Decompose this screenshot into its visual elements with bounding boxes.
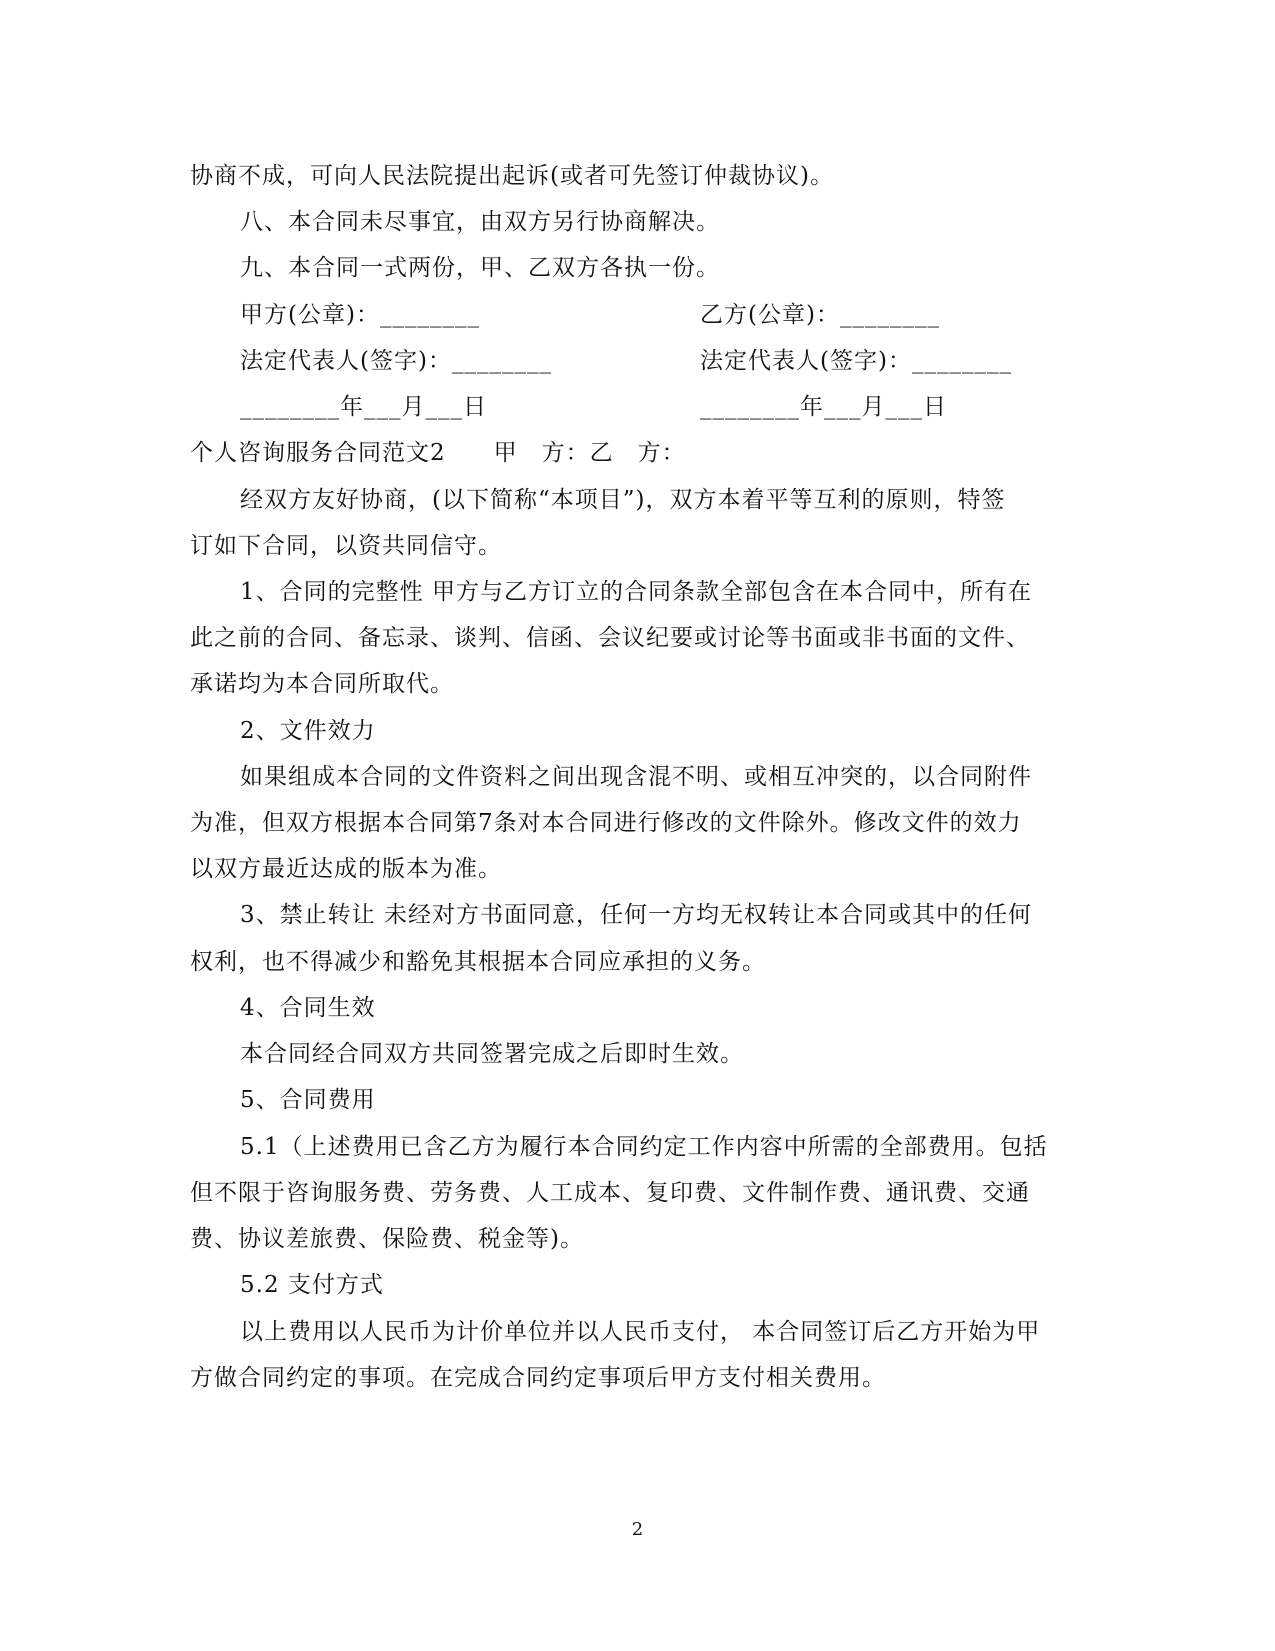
text-line: 协商不成，可向人民法院提出起诉(或者可先签订仲裁协议)。 [190,163,834,189]
party-a-representative: 法定代表人(签字)：________ [240,348,552,374]
page-number: 2 [631,1519,644,1540]
text-line: 5.1（上述费用已含乙方为履行本合同约定工作内容中所需的全部费用。包括 [240,1134,1048,1160]
text-line: 本合同经合同双方共同签署完成之后即时生效。 [240,1041,744,1067]
clause-heading: 5.2 支付方式 [240,1272,384,1298]
party-b-seal: 乙方(公章)：________ [700,302,940,328]
party-b-date: ________年___月___日 [700,394,947,420]
text-line: 以双方最近达成的版本为准。 [190,856,502,882]
clause-heading: 2、文件效力 [240,718,376,744]
clause-heading: 4、合同生效 [240,995,376,1021]
text-line: 此之前的合同、备忘录、谈判、信函、会议纪要或讨论等书面或非书面的文件、 [190,625,1030,651]
section-title: 个人咨询服务合同范文2 甲 方：乙 方： [190,440,686,466]
party-a-seal: 甲方(公章)：________ [240,302,480,328]
party-b-representative: 法定代表人(签字)：________ [700,348,1012,374]
text-line: 如果组成本合同的文件资料之间出现含混不明、或相互冲突的，以合同附件 [240,764,1032,790]
text-line: 权利，也不得减少和豁免其根据本合同应承担的义务。 [190,949,766,975]
text-line: 九、本合同一式两份，甲、乙双方各执一份。 [240,255,720,281]
text-line: 经双方友好协商，(以下简称“本项目”)，双方本着平等互利的原则，特签 [240,487,1006,513]
text-line: 3、禁止转让 未经对方书面同意，任何一方均无权转让本合同或其中的任何 [240,902,1032,928]
text-line: 八、本合同未尽事宜，由双方另行协商解决。 [240,209,720,235]
text-line: 费、协议差旅费、保险费、税金等)。 [190,1226,584,1252]
text-line: 为准，但双方根据本合同第7条对本合同进行修改的文件除外。修改文件的效力 [190,810,1022,836]
text-line: 承诺均为本合同所取代。 [190,671,454,697]
text-line: 但不限于咨询服务费、劳务费、人工成本、复印费、文件制作费、通讯费、交通 [190,1180,1030,1206]
text-line: 方做合同约定的事项。在完成合同约定事项后甲方支付相关费用。 [190,1365,886,1391]
text-line: 订如下合同，以资共同信守。 [190,533,502,559]
clause-heading: 5、合同费用 [240,1087,376,1113]
party-a-date: ________年___月___日 [240,394,487,420]
text-line: 以上费用以人民币为计价单位并以人民币支付， 本合同签订后乙方开始为甲 [240,1319,1041,1345]
text-line: 1、合同的完整性 甲方与乙方订立的合同条款全部包含在本合同中，所有在 [240,579,1032,605]
